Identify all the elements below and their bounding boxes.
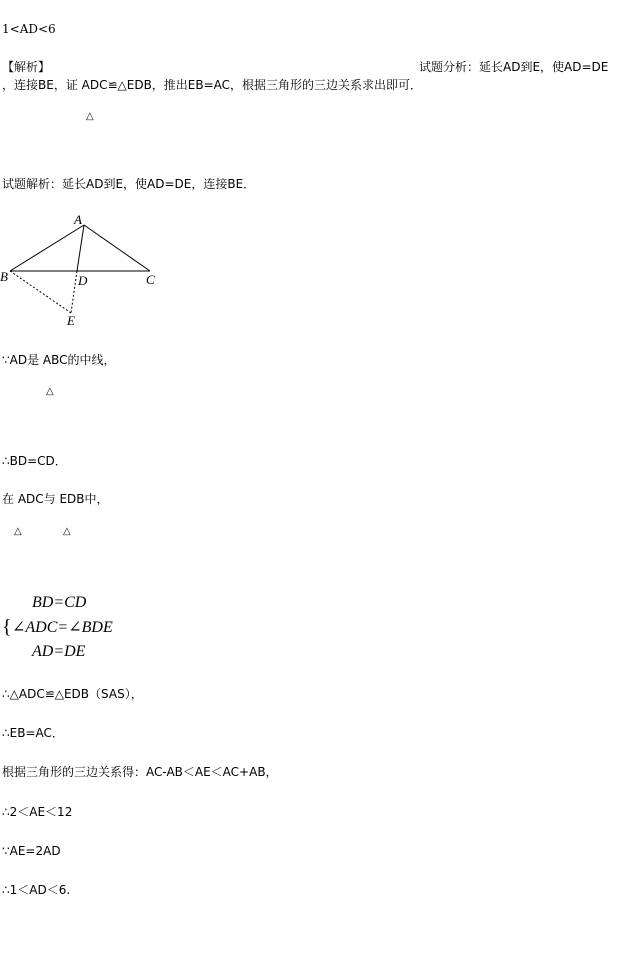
triangle-symbol: △ — [14, 526, 22, 537]
label-a: A — [74, 212, 82, 227]
step-7: ∴2＜AE＜12 — [2, 805, 73, 819]
label-d: D — [78, 273, 88, 288]
label-e: E — [67, 313, 75, 328]
step-3: 在 ADC与 EDB中， — [2, 492, 109, 506]
step-2: ∴BD=CD． — [2, 454, 67, 468]
step-6: 根据三角形的三边关系得：AC-AB＜AE＜AC+AB， — [2, 765, 278, 779]
step-1: ∵AD是 ABC的中线， — [2, 353, 116, 367]
system-line-1: BD=CD — [32, 594, 87, 611]
segment-ab — [10, 225, 84, 271]
analysis-heading: 【解析】 — [2, 60, 51, 74]
system-line-2: ∠ADC=∠BDE — [12, 619, 113, 636]
segment-ad — [77, 225, 84, 271]
segment-ac — [84, 225, 150, 271]
answer-line: 1<AD<6 — [2, 22, 56, 36]
step-4: ∴△ADC≌△EDB（SAS）， — [2, 687, 143, 701]
system-brace: { — [2, 616, 12, 638]
analysis-line-1: 试题分析：延长AD到E，使AD=DE — [419, 60, 609, 74]
solution-intro: 试题解析：延长AD到E，使AD=DE，连接BE． — [2, 177, 256, 191]
step-9: ∴1＜AD＜6. — [2, 883, 71, 897]
segment-be — [10, 271, 71, 313]
geometry-figure — [0, 210, 170, 330]
analysis-line-2: ，连接BE，证 ADC≌△EDB，推出EB=AC，根据三角形的三边关系求出即可． — [2, 78, 423, 92]
label-b: B — [0, 269, 8, 284]
triangle-symbol: △ — [63, 526, 71, 537]
label-c: C — [146, 272, 155, 287]
triangle-symbol: △ — [46, 386, 54, 397]
step-5: ∴EB=AC． — [2, 726, 64, 740]
system-line-3: AD=DE — [32, 643, 86, 660]
triangle-symbol: △ — [86, 111, 94, 122]
step-8: ∵AE=2AD — [2, 844, 61, 858]
segment-de — [71, 271, 77, 313]
